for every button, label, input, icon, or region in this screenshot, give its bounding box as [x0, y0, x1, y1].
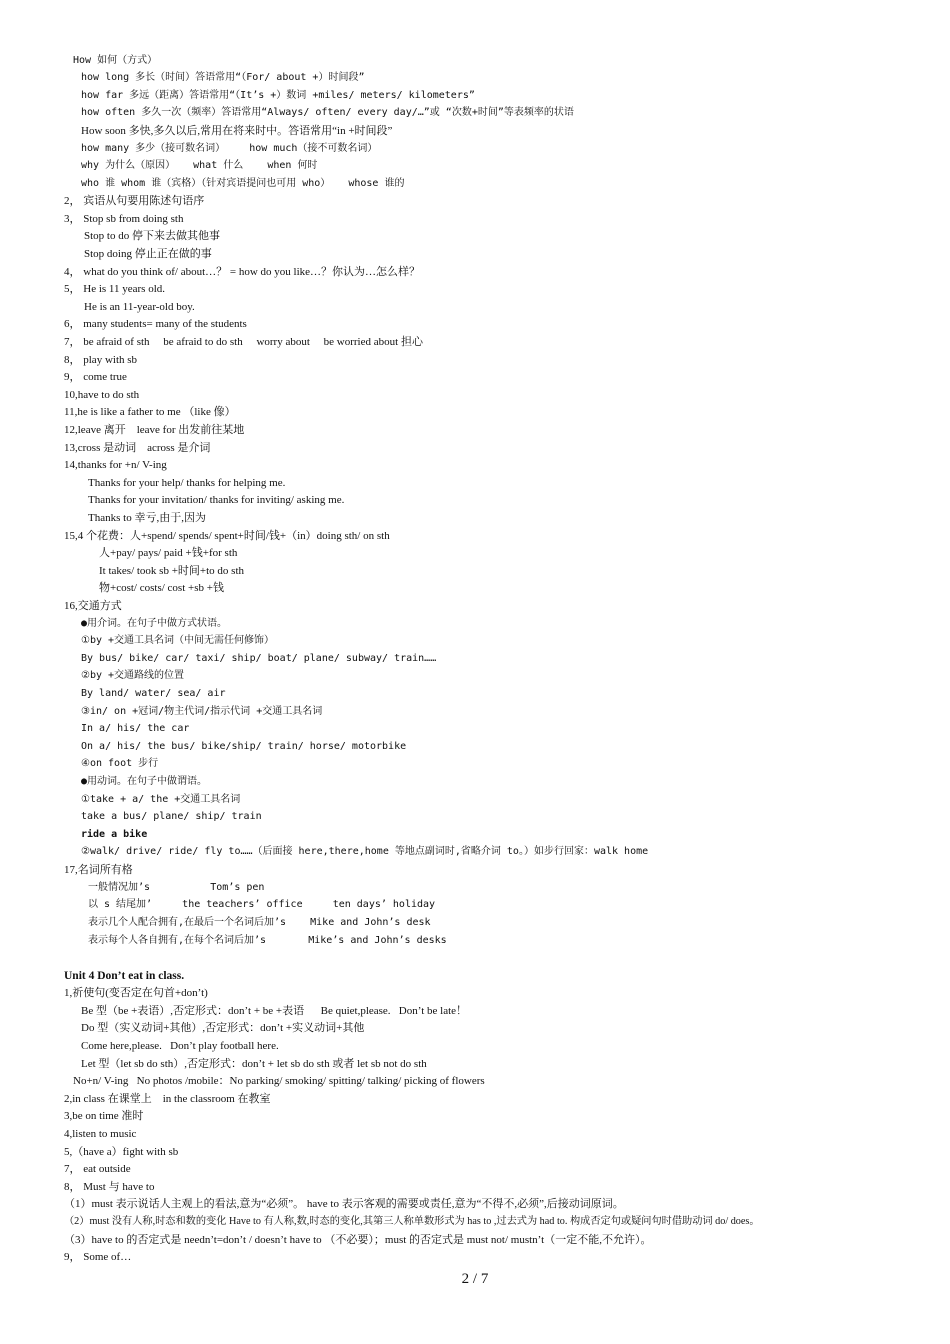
text-line: take a bus/ plane/ ship/ train: [81, 811, 262, 822]
text-line: In a/ his/ the car: [81, 723, 190, 734]
text-line: ①by +交通工具名词（中间无需任何修饰）: [81, 635, 275, 646]
text-line: Do 型（实义动词+其他）,否定形式：don’t +实义动词+其他: [81, 1022, 365, 1034]
text-line: How soon 多快,多久以后,常用在将来时中。答语常用“in +时间段”: [81, 125, 393, 137]
text-line: 以 s 结尾加’ the teachers’ office ten days’ holiday: [88, 899, 436, 910]
text-line: 表示每个人各自拥有,在每个名词后加’s Mike’s and John’s desks: [88, 935, 447, 946]
text-line: （3）have to 的否定式是 needn’t=don’t / doesn’t have to （不必要）；must 的否定式是 must not/ mustn’t（一定不能,不允许）。: [64, 1234, 652, 1246]
text-line: 7， eat outside: [64, 1163, 131, 1175]
text-line: 物+cost/ costs/ cost +sb +钱: [99, 582, 224, 594]
text-line: It takes/ took sb +时间+to do sth: [99, 565, 245, 577]
text-line: 人+pay/ pays/ paid +钱+for sth: [99, 547, 238, 559]
text-line: ③in/ on +冠词/物主代词/指示代词 +交通工具名词: [81, 706, 323, 717]
text-line: Stop to do 停下来去做其他事: [84, 230, 220, 242]
text-line: Let 型（let sb do sth）,否定形式：don’t + let sb do sth 或者 let sb not do sth: [81, 1058, 427, 1070]
text-line: who 谁 whom 谁（宾格）（针对宾语提问也可用 who） whose 谁的: [81, 178, 405, 189]
text-line: He is an 11-year-old boy.: [84, 301, 195, 313]
text-line: Stop doing 停止正在做的事: [84, 248, 212, 260]
text-line: ④on foot 步行: [81, 758, 159, 769]
text-line: By land/ water/ sea/ air: [81, 688, 226, 699]
text-line: how long 多长（时间）答语常用“（For/ about +）时间段”: [81, 72, 365, 83]
text-line: 14,thanks for +n/ V-ing: [64, 459, 167, 471]
text-line: 8， Must 与 have to: [64, 1181, 155, 1193]
text-line: 表示几个人配合拥有,在最后一个名词后加’s Mike and John’s desk: [88, 917, 431, 928]
text-line: 5， He is 11 years old.: [64, 283, 166, 295]
text-line: how many 多少（接可数名词） how much（接不可数名词）: [81, 143, 378, 154]
text-line: 7， be afraid of sth be afraid to do sth worry about be worried about 担心: [64, 336, 423, 348]
page-number: 2 / 7: [461, 1271, 489, 1287]
text-line: ●用动词。在句子中做谓语。: [81, 776, 208, 787]
text-line: Thanks to 幸亏,由于,因为: [88, 512, 206, 524]
text-line: 2， 宾语从句要用陈述句语序: [64, 195, 205, 207]
text-line: Thanks for your help/ thanks for helping me.: [88, 477, 286, 489]
text-line: Come here,please. Don’t play football here.: [81, 1040, 279, 1052]
text-line: 9， Some of…: [64, 1251, 132, 1263]
text-line: 10,have to do sth: [64, 389, 140, 401]
text-line: （1）must 表示说话人主观上的看法,意为“必须”。 have to 表示客观的需要或责任,意为“不得不,必须”,后接动词原词。: [64, 1198, 624, 1210]
text-line: 16,交通方式: [64, 600, 122, 612]
text-line: 6， many students= many of the students: [64, 318, 247, 330]
text-line: 11,he is like a father to me （like 像）: [64, 406, 236, 418]
text-line: On a/ his/ the bus/ bike/ship/ train/ horse/ motorbike: [81, 741, 407, 752]
text-line: Be 型（be +表语）,否定形式：don’t + be +表语 Be quiet,please. Don’t be late！: [81, 1005, 468, 1017]
text-line: 8， play with sb: [64, 354, 138, 366]
text-line: 1,祈使句(变否定在句首+don’t): [64, 987, 208, 999]
text-line: how far 多远（距离）答语常用“（It’s +）数词 +miles/ meters/ kilometers”: [81, 90, 475, 101]
text-line: No+n/ V-ing No photos /mobile：No parking/ smoking/ spitting/ talking/ picking of flowers: [73, 1075, 485, 1087]
text-line: 17,名词所有格: [64, 864, 133, 876]
text-line: How 如何（方式）: [73, 55, 158, 66]
text-line: 4,listen to music: [64, 1128, 137, 1140]
text-line: 3， Stop sb from doing sth: [64, 213, 184, 225]
text-line: 13,cross 是动词 across 是介词: [64, 442, 211, 454]
text-line: ride a bike: [81, 829, 148, 840]
text-line: 一般情况加’s Tom’s pen: [88, 882, 265, 893]
text-line: Thanks for your invitation/ thanks for inviting/ asking me.: [88, 494, 345, 506]
text-line: 4， what do you think of/ about…？ = how do you like…？你认为…怎么样？: [64, 266, 421, 278]
text-line: ●用介词。在句子中做方式状语。: [81, 618, 228, 629]
unit-heading: Unit 4 Don’t eat in class.: [64, 970, 185, 982]
text-line: 5,（have a）fight with sb: [64, 1146, 179, 1158]
text-line: （2）must 没有人称,时态和数的变化 Have to 有人称,数,时态的变化,其第三人称单数形式为 has to ,过去式为 had to. 构成否定句或疑问句时借助动词 do/ does。: [64, 1216, 760, 1227]
text-line: why 为什么（原因） what 什么 when 何时: [81, 160, 318, 171]
text-line: 9， come true: [64, 371, 127, 383]
text-line: 12,leave 离开 leave for 出发前往某地: [64, 424, 245, 436]
text-line: By bus/ bike/ car/ taxi/ ship/ boat/ plane/ subway/ train……: [81, 653, 437, 664]
text-line: 2,in class 在课堂上 in the classroom 在教室: [64, 1093, 271, 1105]
text-line: ②walk/ drive/ ride/ fly to……（后面接 here,there,home 等地点副词时,省略介词 to。）如步行回家：walk home: [81, 846, 649, 857]
text-line: ①take + a/ the +交通工具名词: [81, 794, 241, 805]
text-line: 3,be on time 准时: [64, 1110, 144, 1122]
text-line: ②by +交通路线的位置: [81, 670, 185, 681]
text-line: 15,4 个花费：人+spend/ spends/ spent+时间/钱+（in）doing sth/ on sth: [64, 530, 390, 542]
text-line: how often 多久一次（频率）答语常用“Always/ often/ every day/…”或 “次数+时间”等表频率的状语: [81, 107, 574, 118]
